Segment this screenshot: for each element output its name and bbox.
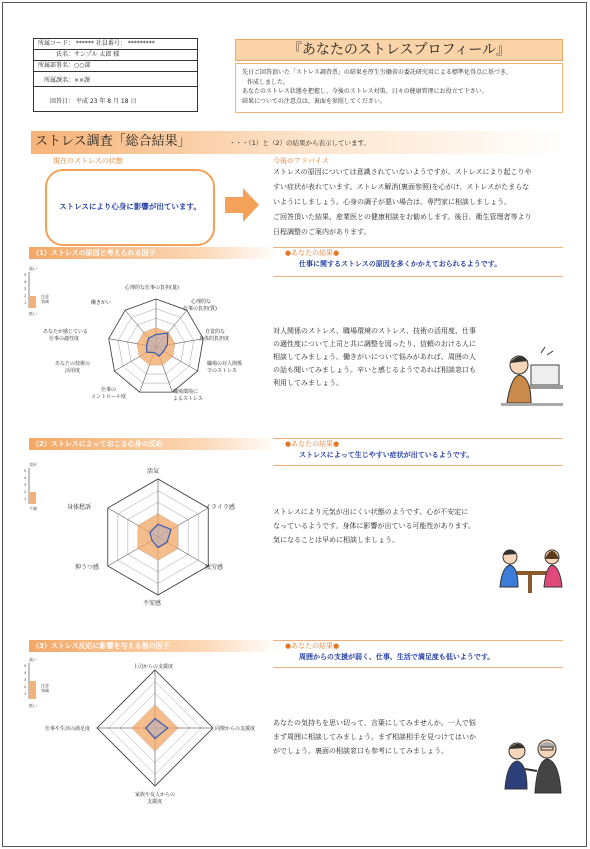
sec1-scale-bottom: 低い — [29, 311, 37, 316]
name-row: 氏名：サンプル 太郎 様 — [34, 50, 197, 61]
sec3-radar-chart — [43, 658, 278, 808]
sec3-advice — [273, 716, 503, 758]
axis-label: 家族や友人からの — [135, 792, 176, 798]
sec2-bar: （2）ストレスによっておこる心身の反応 — [29, 438, 279, 450]
advice-line: まず周囲に相談してみましょう。まず相談相手を見つけてはいか — [273, 733, 476, 741]
advice-line: 日程調整のご案内があります。 — [273, 228, 371, 236]
sec1-result-text: 仕事に関するストレスの原因を多くかかえておられるようです。 — [299, 260, 502, 268]
overall-result-bar — [31, 131, 564, 154]
axis-label: 同僚からの支援度 — [215, 726, 256, 732]
sec2-advice — [273, 505, 498, 547]
sec2-radar-chart — [63, 463, 253, 608]
intro-line: 結果についての注意点は、裏面を参照してください。 — [242, 97, 386, 105]
intro-text — [235, 63, 563, 113]
svg-text:3: 3 — [24, 483, 27, 487]
sec3-legend-1: 注意 — [41, 683, 49, 688]
axis-label: 不安感 — [143, 600, 162, 607]
sec2-result-header: ●あなたの結果● — [285, 440, 340, 448]
sec3-result-header: ●あなたの結果● — [285, 642, 340, 650]
axis-label: 支援度 — [147, 799, 163, 805]
axis-label: 仕事の — [101, 387, 117, 393]
svg-text:1: 1 — [24, 692, 27, 696]
overall-advice — [273, 165, 563, 240]
axis-label: 仕事や生活の満足度 — [45, 726, 91, 732]
svg-text:3: 3 — [24, 287, 27, 291]
axis-label: 心理的な仕事の負担(量) — [125, 285, 179, 291]
svg-text:1: 1 — [24, 301, 27, 305]
code-row: 所属コード： ****** 社員番号： ********* — [34, 39, 197, 50]
advice-label: 今後のアドバイス — [273, 157, 329, 165]
sec2-scale-legend — [21, 458, 61, 513]
axis-label: 抑うつ感 — [75, 564, 100, 571]
sec2-scale-bottom: 不調 — [29, 506, 37, 511]
overall-result-note: ・・・（1）と（2）の結果から表示しています。 — [229, 139, 371, 147]
sec3-result-box — [273, 640, 563, 668]
axis-label: 上司からの支援度 — [133, 664, 174, 670]
sec1-caution-zone — [30, 296, 36, 308]
axis-label: よるストレス — [173, 396, 203, 402]
axis-label: 心理的な — [191, 299, 212, 305]
advice-line: 対人関係のストレス、職場環境のストレス、技術の活用度、仕事 — [273, 327, 476, 335]
axis-label: 職場環境に — [173, 389, 199, 395]
sec1-result-box — [273, 247, 563, 277]
advice-line: あなたの気持ちを思い切って、言葉にしてみませんか。一人で悩 — [273, 719, 476, 727]
section-row: 所属課名：××課 — [34, 76, 197, 87]
consultation-illustration — [498, 537, 566, 597]
axis-label: 仕事の負担(質) — [183, 306, 217, 312]
svg-text:4: 4 — [24, 476, 27, 480]
advice-line: の話も聞いてみましょう。辛いと感じるようであれば相談窓口も — [273, 366, 476, 374]
svg-text:3: 3 — [24, 678, 27, 682]
axis-label: コントロール度 — [91, 394, 126, 400]
sec3-bar: （3）ストレス反応に影響を与える他の因子 — [29, 640, 279, 652]
svg-text:5: 5 — [24, 664, 27, 668]
svg-text:4: 4 — [24, 671, 27, 675]
axis-label: 仕事の適性度 — [49, 336, 80, 342]
svg-text:2: 2 — [24, 294, 27, 298]
axis-label: 活用度 — [65, 368, 81, 374]
sec3-caution-zone — [30, 681, 36, 699]
intro-line: あなたのストレス状態を把握し、今後のストレス対策、日々の健康管理にお役立て下さい。 — [242, 88, 488, 95]
sec2-caution-zone — [30, 492, 36, 504]
svg-text:1: 1 — [24, 497, 27, 501]
sec2-result-text: ストレスによって生じやすい症状が出ているようです。 — [299, 451, 474, 459]
sec3-result-text: 周囲からの支援が弱く、仕事、生活で満足度も低いようです。 — [299, 653, 495, 661]
overall-result-title: ストレス調査「総合結果」 — [35, 134, 191, 149]
report-title: 『あなたのストレスプロフィール』 — [235, 39, 563, 61]
svg-text:4: 4 — [24, 280, 27, 284]
sec2-result-box — [273, 438, 563, 466]
advice-line: の適性度について上司と共に調整を図ったり、信頼のおける人に — [273, 340, 476, 348]
intro-line: 先日ご回答頂いた「ストレス調査票」の結果を厚生労働省の委託研究用による標準化得点に基づき、 — [242, 69, 512, 76]
report-page — [2, 2, 587, 847]
sec1-legend-2: 領域 — [41, 299, 49, 304]
svg-text:2: 2 — [24, 685, 27, 689]
axis-label: 職場の対人関係 — [207, 361, 243, 367]
sec1-bar: （1）ストレスの原因と考えられる因子 — [29, 247, 279, 259]
advice-line: がでしょう。裏面の相談窓口も参考にしてみましょう。 — [273, 747, 448, 755]
axis-label: イライラ感 — [205, 504, 235, 511]
svg-text:5: 5 — [24, 469, 27, 473]
sec1-radar-chart — [43, 281, 273, 421]
right-arrow-icon — [223, 186, 263, 226]
sec1-legend-1: 注意 — [41, 294, 49, 299]
advice-line: 気になることは早めに相談しましょう。 — [273, 536, 399, 544]
advice-line: ご回答頂いた結果、産業医との健康相談をお勧めします。後日、衛生管理者等より — [273, 213, 532, 221]
axis-label: 自覚的な — [205, 329, 226, 335]
axis-label: 身体愁訴 — [67, 504, 92, 511]
current-state-label: 現在のストレスの状態 — [53, 157, 123, 165]
advice-line: ストレスの原因については意識されていないようですが、ストレスにより起こりや — [273, 168, 532, 176]
axis-label: 身体的負担度 — [199, 336, 230, 342]
department-row: 所属部署名：○○部 — [34, 61, 197, 72]
sec3-scale-top: 高い — [29, 657, 37, 662]
support-illustration — [501, 733, 567, 801]
current-state-text: ストレスにより心身に影響が出ています。 — [59, 202, 201, 211]
intro-line: 作成しました。 — [247, 78, 290, 86]
advice-line: いようにしましょう。心身の調子が悪い場合は、専門家に相談しましょう。 — [273, 198, 511, 206]
svg-text:2: 2 — [24, 490, 27, 494]
advice-line: 相談してみましょう。働きがいについて悩みがあれば、周囲の人 — [273, 353, 476, 361]
sec3-scale-bottom: 低い — [29, 703, 37, 708]
advice-line: 利用してみましょう。 — [273, 379, 343, 387]
advice-line: なっているようです。身体に影響が出ている可能性があります。 — [273, 522, 475, 530]
axis-label: 働きがい — [91, 300, 112, 306]
axis-label: あなたの技術の — [55, 361, 91, 367]
current-state-bubble — [45, 169, 215, 246]
axis-label: でのストレス — [207, 368, 237, 374]
svg-text:5: 5 — [24, 273, 27, 277]
sec2-scale-top: 良好 — [29, 462, 37, 467]
axis-label: 疲労感 — [205, 564, 224, 571]
axis-label: 活気 — [147, 468, 160, 475]
axis-label: あなたが感じている — [43, 329, 89, 335]
advice-line: すい症状が表れています。ストレス解消(裏面参照)を心がけ、ストレスがたまらな — [273, 183, 530, 191]
employee-info-box — [33, 38, 198, 112]
sec3-legend-2: 領域 — [41, 688, 49, 693]
worried-worker-illustration — [501, 343, 563, 415]
sec1-scale-top: 高い — [29, 266, 37, 271]
advice-line: ストレスにより元気が出にくい状態のようです。心が不安定に — [273, 508, 469, 516]
answer-date-row: 回答日： 平成 23 年 8 月 18 日 — [50, 98, 137, 105]
sec1-advice — [273, 325, 498, 390]
sec1-result-header: ●あなたの結果● — [285, 249, 340, 257]
